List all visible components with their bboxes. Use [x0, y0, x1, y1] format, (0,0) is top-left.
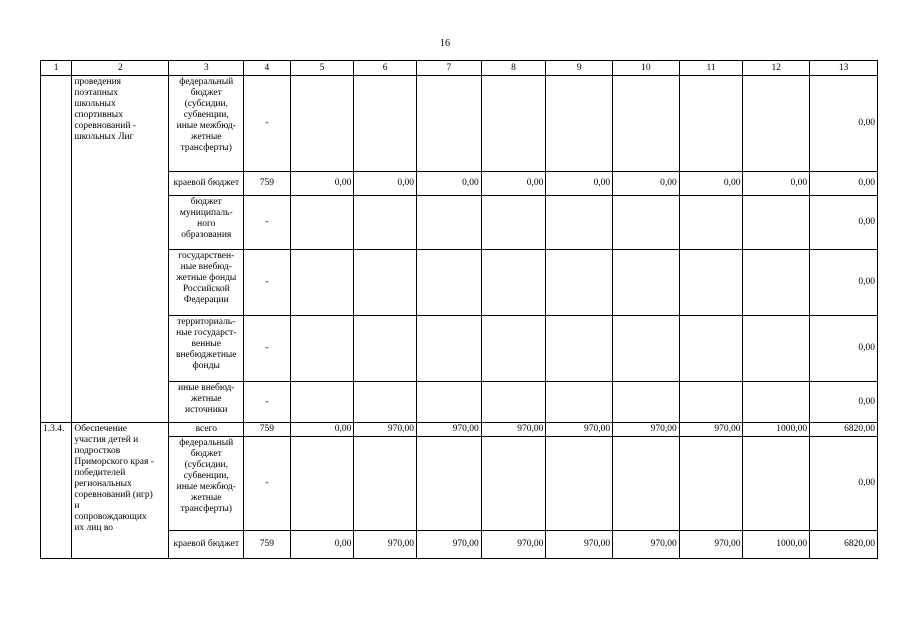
header-cell: 8 [481, 61, 546, 76]
funding-source: всего [169, 423, 244, 437]
funding-source: территориаль- ные государст- венные внебюджетные фонды [169, 316, 244, 382]
value-cell: 0,00 [290, 172, 354, 196]
funding-source: федеральный бюджет (субсидии, субвенции, иные межбюд- жетные трансферты) [169, 437, 244, 531]
value-cell: 0,00 [743, 172, 810, 196]
budget-code: - [244, 316, 291, 382]
value-cell: 970,00 [613, 423, 680, 437]
total-value: 0,00 [810, 172, 878, 196]
header-cell: 4 [244, 61, 291, 76]
funding-source: иные внебюд- жетные источники [169, 382, 244, 423]
value-cell: 0,00 [481, 172, 546, 196]
value-cell: 0,00 [546, 172, 613, 196]
table-row [41, 76, 878, 172]
header-cell: 5 [290, 61, 354, 76]
header-cell: 1 [41, 61, 72, 76]
budget-code: 759 [244, 172, 291, 196]
header-cell: 11 [679, 61, 743, 76]
value-cell: 970,00 [679, 531, 743, 559]
funding-source: бюджет муниципаль- ного образования [169, 196, 244, 250]
total-value: 6820,00 [810, 423, 878, 437]
measure-index: 1.3.4. [41, 423, 72, 559]
funding-source: государствен- ные внебюд- жетные фонды Российской Федерации [169, 250, 244, 316]
total-value: 0,00 [810, 196, 878, 250]
measure-name: Обеспечение участия детей и подростков Приморского края - победителей региональных соревнований (игр) и сопровождающих их лиц во [72, 423, 169, 559]
budget-code: - [244, 250, 291, 316]
total-value: 0,00 [810, 316, 878, 382]
value-cell: 970,00 [481, 531, 546, 559]
value-cell: 1000,00 [743, 423, 810, 437]
budget-table [40, 60, 878, 559]
funding-source: федеральный бюджет (субсидии, субвенции, иные межбюд- жетные трансферты) [169, 76, 244, 172]
value-cell: 0,00 [290, 531, 354, 559]
value-cell: 1000,00 [743, 531, 810, 559]
value-cell: 0,00 [613, 172, 680, 196]
header-cell: 13 [810, 61, 878, 76]
value-cell: 970,00 [417, 423, 482, 437]
header-cell: 9 [546, 61, 613, 76]
value-cell: 970,00 [481, 423, 546, 437]
value-cell: 970,00 [546, 423, 613, 437]
value-cell: 0,00 [417, 172, 482, 196]
total-value: 6820,00 [810, 531, 878, 559]
value-cell: 970,00 [354, 531, 417, 559]
header-cell: 3 [169, 61, 244, 76]
table-row [41, 423, 878, 437]
header-cell: 2 [72, 61, 169, 76]
budget-code: 759 [244, 531, 291, 559]
value-cell: 0,00 [679, 172, 743, 196]
total-value: 0,00 [810, 250, 878, 316]
budget-code: 759 [244, 423, 291, 437]
total-value: 0,00 [810, 382, 878, 423]
header-cell: 12 [743, 61, 810, 76]
total-value: 0,00 [810, 76, 878, 172]
value-cell: 970,00 [417, 531, 482, 559]
value-cell: 970,00 [613, 531, 680, 559]
funding-source: краевой бюджет [169, 531, 244, 559]
budget-code: - [244, 382, 291, 423]
value-cell: 970,00 [354, 423, 417, 437]
header-cell: 10 [613, 61, 680, 76]
budget-code: - [244, 196, 291, 250]
header-row [41, 61, 878, 76]
header-cell: 6 [354, 61, 417, 76]
funding-source: краевой бюджет [169, 172, 244, 196]
value-cell: 0,00 [290, 423, 354, 437]
budget-code: - [244, 437, 291, 531]
index-cell [41, 76, 72, 423]
total-value: 0,00 [810, 437, 878, 531]
value-cell: 0,00 [354, 172, 417, 196]
value-cell: 970,00 [546, 531, 613, 559]
header-cell: 7 [417, 61, 482, 76]
measure-name: проведения поэтапных школьных спортивных соревнований - школьных Лиг [72, 76, 169, 423]
budget-code: - [244, 76, 291, 172]
value-cell: 970,00 [679, 423, 743, 437]
page-number: 16 [440, 38, 450, 49]
